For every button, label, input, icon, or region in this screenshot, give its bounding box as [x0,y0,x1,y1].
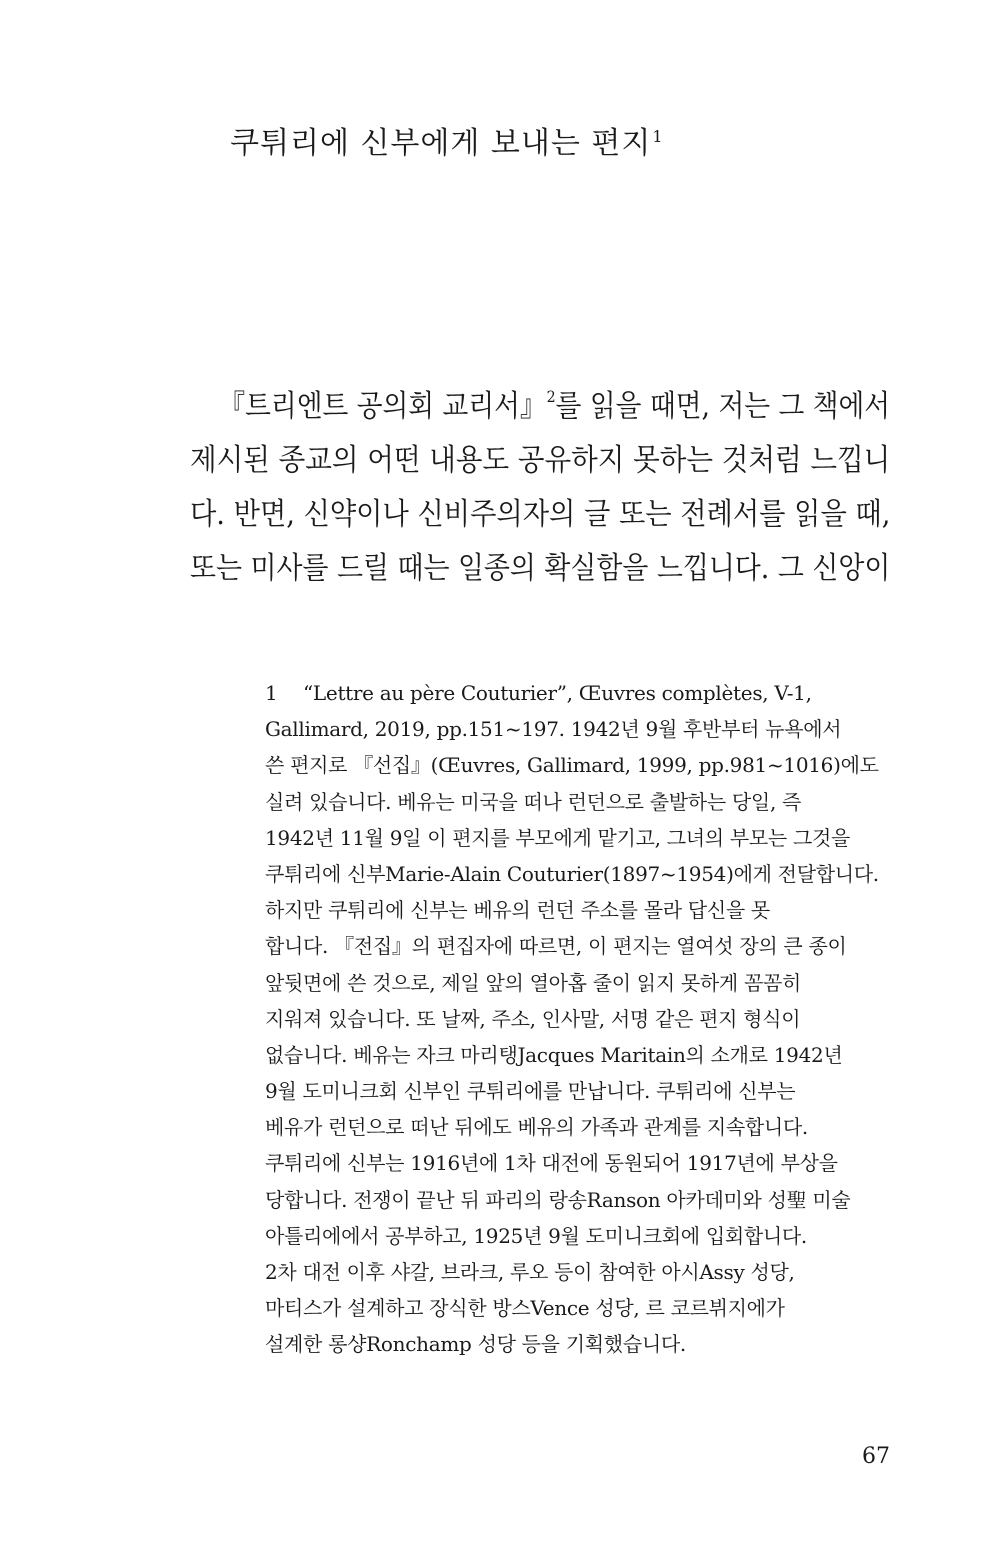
footnote-line: 당합니다. 전쟁이 끝난 뒤 파리의 랑송Ranson 아카데미와 성聖 미술 [265,1187,851,1212]
footnote-line: 9월 도미니크회 신부인 쿠튀리에를 만납니다. 쿠튀리에 신부는 [265,1079,796,1104]
footnote-line: 지워져 있습니다. 또 날짜, 주소, 인사말, 서명 같은 편지 형식이 [265,1006,801,1031]
footnote-line: 1942년 11월 9일 이 편지를 부모에게 맡기고, 그녀의 부모는 그것을 [265,825,851,850]
footnote-line: Gallimard, 2019, pp.151~197. 1942년 9월 후반부터 뉴욕에서 [265,717,842,742]
footnote-line-text: “Lettre au père Couturier”, Œuvres complètes, V-1, [303,681,812,705]
body-line-text: 제시된 종교의 어떤 내용도 공유하지 못하는 것처럼 느낍니 [190,443,891,478]
footnote-line: 베유가 런던으로 떠난 뒤에도 베유의 가족과 관계를 지속합니다. [265,1115,808,1140]
footnote-line [265,675,890,711]
footnote-line: 앞뒷면에 쓴 것으로, 제일 앞의 열아홉 줄이 읽지 못하게 꼼꼼히 [265,970,802,995]
page-number: 67 [862,1444,890,1469]
footnote-line: 없습니다. 베유는 자크 마리탱Jacques Maritain의 소개로 1942년 [265,1042,843,1067]
footnote-line: 마티스가 설계하고 장식한 방스Vence 성당, 르 코르뷔지에가 [265,1296,785,1321]
chapter-title [230,118,664,162]
body-paragraph [190,380,890,596]
footnote-number: 1 [265,681,278,705]
footnote-block [265,675,890,1363]
footnote-line: 쓴 편지로 『선집』(Œuvres, Gallimard, 1999, pp.981~1016)에도 [265,753,879,778]
body-line [190,434,891,488]
body-line-text: 『트리엔트 공의회 교리서』 [218,389,547,424]
chapter-title-text: 쿠튀리에 신부에게 보내는 편지 [230,126,652,161]
footnote-line: 2차 대전 이후 샤갈, 브라크, 루오 등이 참여한 아시Assy 성당, [265,1260,795,1284]
body-line-text: 또는 미사를 드릴 때는 일종의 확실함을 느낍니다. 그 신앙이 [190,551,891,586]
footnote-line: 합니다. 『전집』의 편집자에 따르면, 이 편지는 열여섯 장의 큰 종이 [265,934,847,959]
footnote-line: 실려 있습니다. 베유는 미국을 떠나 런던으로 출발하는 당일, 즉 [265,789,802,814]
body-line [190,488,891,542]
body-line-text: 다. 반면, 신약이나 신비주의자의 글 또는 전례서를 읽을 때, [190,497,891,532]
footnote-line: 쿠튀리에 신부는 1916년에 1차 대전에 동원되어 1917년에 부상을 [265,1151,838,1176]
body-footnote-ref[interactable]: 2 [546,387,556,406]
footnote-line: 하지만 쿠튀리에 신부는 베유의 런던 주소를 몰라 답신을 못 [265,898,770,923]
footnote-line: 아틀리에에서 공부하고, 1925년 9월 도미니크회에 입회합니다. [265,1223,807,1248]
body-line-text: 를 읽을 때면, 저는 그 책에서 [555,389,891,424]
title-footnote-ref[interactable]: 1 [652,127,664,146]
body-line [190,542,891,596]
footnote-line: 설계한 롱샹Ronchamp 성당 등을 기획했습니다. [265,1332,686,1357]
body-line [190,380,891,434]
footnote-line: 쿠튀리에 신부Marie-Alain Couturier(1897~1954)에게 전달합니다. [265,861,879,886]
